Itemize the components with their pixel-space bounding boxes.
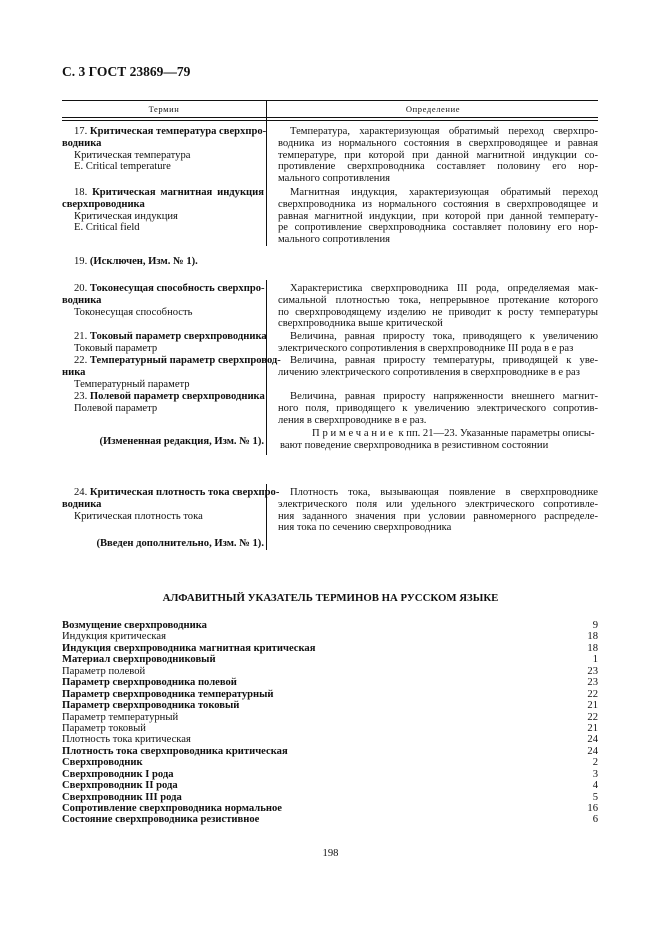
column-divider — [266, 280, 267, 455]
index-item — [62, 712, 598, 723]
index-term: Сверхпроводник III рода — [62, 791, 182, 803]
definition-line: ного поля, приводящего к увеличению электрического сопротив- — [278, 402, 598, 414]
index-item — [62, 666, 598, 677]
index-term: Параметр сверхпроводника токовый — [62, 700, 240, 712]
index-item — [62, 654, 598, 665]
term-entry — [62, 391, 264, 415]
index-item — [62, 734, 598, 745]
definition — [278, 487, 598, 534]
index-item — [62, 631, 598, 642]
index-page: 5 — [592, 791, 598, 803]
term-synonym: Критическая индукция — [74, 210, 178, 222]
term-synonym: E. Critical temperature — [74, 161, 171, 173]
header-double-rule — [62, 117, 598, 118]
index-term: Сопротивление сверхпроводника нормальное — [62, 803, 282, 814]
amendment-changed: (Измененная редакция, Изм. № 1). — [99, 436, 264, 447]
definition-line: сверхпроводника выше критической — [278, 318, 443, 330]
term-synonym: Температурный параметр — [74, 378, 190, 390]
index-term: Индукция критическая — [62, 631, 166, 643]
definition — [278, 391, 598, 426]
term-line — [62, 126, 267, 138]
index-page: 1 — [592, 654, 598, 666]
index-term: Возмущение сверхпроводника — [62, 620, 207, 631]
index-term: Состояние сверхпроводника резистивное — [62, 814, 260, 826]
index-term: Плотность тока критическая — [62, 734, 191, 746]
definition-line: равная магнитной индукции, при которой при данной температу- — [278, 210, 598, 222]
index-item — [62, 803, 598, 814]
definition-line: ре сопротивление сверхпроводника составляет половину его нор- — [278, 222, 598, 234]
index-page: 24 — [587, 745, 598, 757]
index-item — [62, 689, 598, 700]
term-line — [62, 187, 264, 199]
term-entry — [62, 187, 264, 234]
index-page: 23 — [587, 665, 598, 677]
term-synonym: Токонесущая способность — [74, 306, 193, 318]
term-title: водника — [62, 294, 102, 306]
definition-note — [278, 428, 598, 452]
term-line — [62, 199, 264, 211]
index-page: 22 — [587, 711, 598, 723]
term-synonym: Критическая плотность тока — [74, 510, 203, 522]
index-term: Материал сверхпроводниковый — [62, 654, 216, 666]
note-text: вают поведение сверхпроводника в резистивном состоянии — [280, 439, 549, 451]
index-term: Параметр сверхпроводника температурный — [62, 688, 274, 700]
definition-line: Величина, равная приросту тока, приводящего к увеличению — [290, 331, 598, 342]
index-item — [62, 723, 598, 734]
index-page: 24 — [587, 734, 598, 746]
term-title: водника — [62, 137, 102, 149]
definition-line: электрического поля или удельного электрического сопротивле- — [278, 498, 598, 510]
column-divider — [266, 120, 267, 246]
index-page: 21 — [587, 700, 598, 712]
definition — [278, 331, 598, 355]
definition-line: Температура, характеризующая обратимый переход сверхпро- — [290, 126, 598, 137]
term-title: Критическая магнитная индукция — [92, 187, 264, 198]
definition — [278, 355, 598, 379]
term-line — [62, 256, 264, 268]
index-item — [62, 814, 598, 825]
index-page: 4 — [592, 780, 598, 792]
index-term: Плотность тока сверхпроводника критическая — [62, 745, 288, 757]
term-line — [62, 367, 264, 379]
page-number: 198 — [322, 848, 339, 859]
term-title: сверхпроводника — [62, 198, 145, 210]
index-item — [62, 643, 598, 654]
definition-line: личению электрического сопротивления в сверхпроводнике в e раз — [278, 366, 580, 378]
term-number: 17. — [74, 126, 90, 137]
definition-line: ния тока по сечению сверхпроводника — [278, 522, 452, 534]
definition — [278, 126, 598, 185]
term-title: Критическая плотность тока сверхпро- — [89, 487, 280, 498]
definition-line: сверхпроводника из нормального состояния в сверхпроводящее и — [278, 198, 598, 210]
definition-line: ления в сверхпроводнике в e раз. — [278, 414, 427, 426]
term-number: 21. — [74, 331, 90, 342]
term-title: ника — [62, 366, 86, 378]
definition-line: Величина, равная приросту температуры, приводящей к уве- — [290, 355, 598, 366]
page-header: С. 3 ГОСТ 23869—79 — [62, 64, 191, 79]
index-list — [62, 620, 598, 826]
index-term: Параметр сверхпроводника полевой — [62, 677, 237, 689]
index-page: 18 — [587, 642, 598, 654]
index-item — [62, 757, 598, 768]
term-number: 18. — [74, 187, 93, 198]
index-page: 2 — [592, 757, 598, 769]
definition-line: ния заданного значения при условии равномерного распределе- — [278, 510, 598, 522]
definition-line: температуре, при которой при данной магнитной индукции со- — [278, 149, 598, 161]
definition-line: противление сверхпроводника составляет половину его нор- — [278, 161, 598, 173]
term-entry — [62, 283, 264, 318]
definition-line: Величина, равная приросту напряженности внешнего магнит- — [290, 391, 598, 402]
index-page: 3 — [592, 768, 598, 780]
term-number: 24. — [74, 487, 90, 498]
term-number: 22. — [74, 355, 90, 366]
amendment-added: (Введен дополнительно, Изм. № 1). — [96, 538, 264, 549]
index-page: 21 — [587, 722, 598, 734]
definition-line: водника из нормального состояния в сверхпроводящее и равная — [278, 137, 598, 149]
definition-line: электрического сопротивления в сверхпроводнике III рода в e раз — [278, 342, 574, 354]
term-synonym: E. Critical field — [74, 222, 140, 234]
term-entry — [62, 256, 264, 268]
definition — [278, 187, 598, 246]
index-page: 18 — [587, 631, 598, 643]
index-page: 22 — [587, 688, 598, 700]
index-page: 9 — [592, 620, 598, 631]
index-item — [62, 769, 598, 780]
index-page: 23 — [587, 677, 598, 689]
term-number: 19. — [74, 256, 90, 267]
term-line — [62, 487, 280, 499]
definition-line: мального сопротивления — [278, 173, 391, 185]
index-item — [62, 620, 598, 631]
index-item — [62, 677, 598, 688]
term-title: Полевой параметр сверхпроводника — [89, 391, 265, 402]
note-label: Примечание — [312, 428, 396, 439]
column-header-definition: Определение — [405, 104, 461, 114]
term-title: водника — [62, 498, 102, 510]
term-synonym: Критическая температура — [74, 149, 191, 161]
index-term: Сверхпроводник — [62, 757, 143, 769]
index-term: Сверхпроводник II рода — [62, 780, 178, 792]
definition-line: Магнитная индукция, характеризующая обратимый переход — [290, 187, 598, 198]
term-entry — [62, 126, 267, 173]
table-top-rule — [62, 100, 598, 101]
index-term: Индукция сверхпроводника магнитная критическая — [62, 642, 316, 654]
term-line — [62, 391, 264, 403]
definition-line: Плотность тока, вызывающая появление в сверхпроводнике — [290, 487, 598, 498]
definition-line: мального сопротивления — [278, 234, 391, 246]
term-title: Токовый параметр сверхпроводника — [89, 331, 267, 342]
index-term: Параметр полевой — [62, 665, 146, 677]
term-line — [62, 499, 264, 511]
term-line — [62, 283, 264, 295]
term-title: Температурный параметр сверхпровод- — [89, 355, 281, 366]
index-page: 16 — [587, 803, 598, 814]
term-line — [62, 355, 281, 367]
term-number: 23. — [74, 391, 90, 402]
column-header-term: Термин — [148, 104, 180, 114]
index-title: АЛФАВИТНЫЙ УКАЗАТЕЛЬ ТЕРМИНОВ НА РУССКОМ ЯЗЫКЕ — [162, 592, 499, 604]
definition — [278, 283, 598, 330]
definition-line: по сверхпроводящему изделию не приводит к росту температуры — [278, 306, 598, 318]
term-synonym: Полевой параметр — [74, 402, 158, 414]
column-divider — [266, 100, 267, 120]
term-entry — [62, 355, 281, 390]
term-title: Токонесущая способность сверхпро- — [89, 283, 265, 294]
term-number: 20. — [74, 283, 90, 294]
term-line — [62, 138, 264, 150]
definition-line: симальной плотностью тока, непрерывное протекание которого — [278, 294, 598, 306]
index-item — [62, 700, 598, 711]
index-term: Сверхпроводник I рода — [62, 768, 174, 780]
term-title: (Исключен, Изм. № 1). — [89, 256, 198, 267]
definition-line: Характеристика сверхпроводника III рода, определяемая мак- — [290, 283, 598, 294]
index-term: Параметр температурный — [62, 711, 179, 723]
term-synonym: Токовый параметр — [74, 342, 158, 354]
index-item — [62, 746, 598, 757]
index-page: 6 — [592, 814, 598, 826]
index-item — [62, 792, 598, 803]
index-item — [62, 780, 598, 791]
index-term: Параметр токовый — [62, 722, 146, 734]
term-entry — [62, 331, 267, 355]
note-text: к пп. 21—23. Указанные параметры описы- — [398, 428, 595, 439]
term-title: Критическая температура сверхпро- — [89, 126, 267, 137]
term-line — [62, 331, 267, 343]
header-double-rule — [62, 120, 598, 121]
term-line — [62, 295, 264, 307]
term-entry — [62, 487, 280, 522]
